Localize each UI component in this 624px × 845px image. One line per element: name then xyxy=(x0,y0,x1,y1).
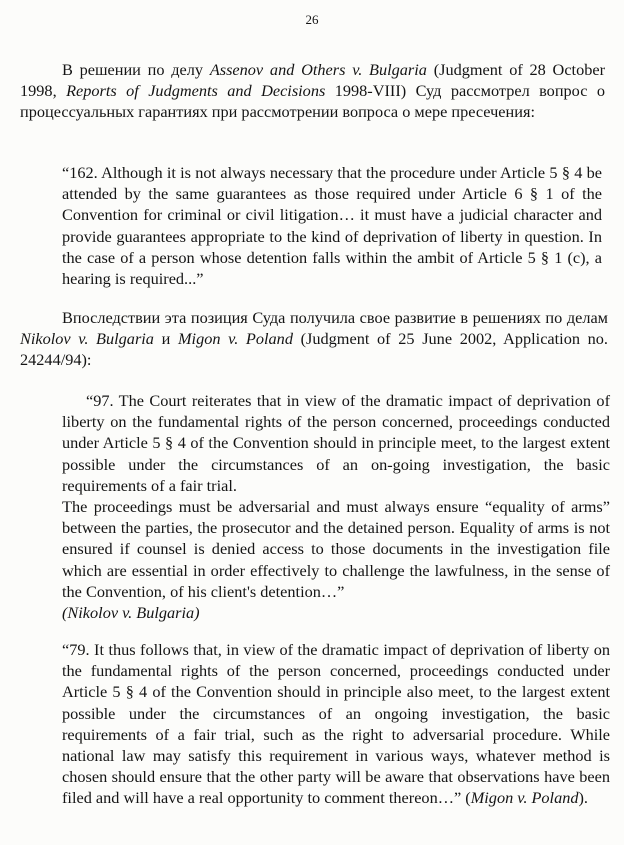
quote-79 xyxy=(62,639,610,809)
quote-97-part-2 xyxy=(62,496,610,623)
case-name-nikolov: Nikolov v. Bulgaria xyxy=(20,329,154,349)
page-number: 26 xyxy=(305,12,319,27)
intro-paragraph xyxy=(20,59,605,123)
dev-text-3: (Judgment of 25 June 2002, Application no. 24244/94): xyxy=(20,329,608,370)
quote-97-text: The proceedings must be adversarial and must always ensure “equality of arms” between the parties, the prosecutor and the detained person. Equality of arms is not ensured if counsel is denied access to those documents in the investigation file which are essential in order effectively to challenge the lawfulness, in the sense of the Convention, of his client's detention…” xyxy=(62,497,610,601)
case-name-migon: Migon v. Poland xyxy=(178,329,293,349)
case-name-assenov: Assenov and Others v. Bulgaria xyxy=(209,60,427,79)
intro-text-3: 1998-VIII) Суд рассмотрел вопрос о процессуальных гарантиях при рассмотрении вопроса о мере пресечения: xyxy=(20,81,606,122)
dev-text-2: и xyxy=(153,329,178,349)
citation-nikolov: (Nikolov v. Bulgaria) xyxy=(62,603,200,623)
reports-title: Reports of Judgments and Decisions xyxy=(66,81,326,101)
dev-text-1: Впоследствии эта позиция Суда получила свое развитие в решениях по делам xyxy=(62,308,608,327)
citation-migon: Migon v. Poland xyxy=(470,788,579,808)
quote-162: “162. Although it is not always necessary that the procedure under Article 5 § 4 be attended by the same guarantees as those required under Article 6 § 1 of the Convention for criminal or civil litigation… it must have a judicial character and provide guarantees appropriate to the kind of deprivation of liberty in question. In the case of a person whose detention falls within the ambit of Article 5 § 1 (c), a hearing is required...” xyxy=(62,163,602,289)
quote-79-text: “79. It thus follows that, in view of the dramatic impact of deprivation of liberty on the fundamental rights of the person concerned, proceedings conducted under Article 5 § 4 of the Convention should in principle also meet, to the largest extent possible under the circumstances of an ongoing investigation, the basic requirements of a fair trial, such as the right to adversarial procedure. While national law may satisfy this requirement in various ways, whatever method is chosen should ensure that the other party will be aware that observations have been filed and will have a real opportunity to comment thereon…” ( xyxy=(62,640,610,808)
development-paragraph xyxy=(20,307,608,371)
intro-text-1: В решении по делу xyxy=(62,60,210,79)
quote-79-end: ). xyxy=(578,788,588,808)
intro-text-2: (Judgment of 28 October 1998, xyxy=(20,60,605,101)
quote-97-part-1: “97. The Court reiterates that in view of the dramatic impact of deprivation of liberty on the fundamental rights of the person concerned, proceedings conducted under Article 5 § 4 of the Convention should in principle meet, to the largest extent possible under the circumstances of an on-going investigation, the basic requirements of a fair trial. xyxy=(62,391,610,495)
